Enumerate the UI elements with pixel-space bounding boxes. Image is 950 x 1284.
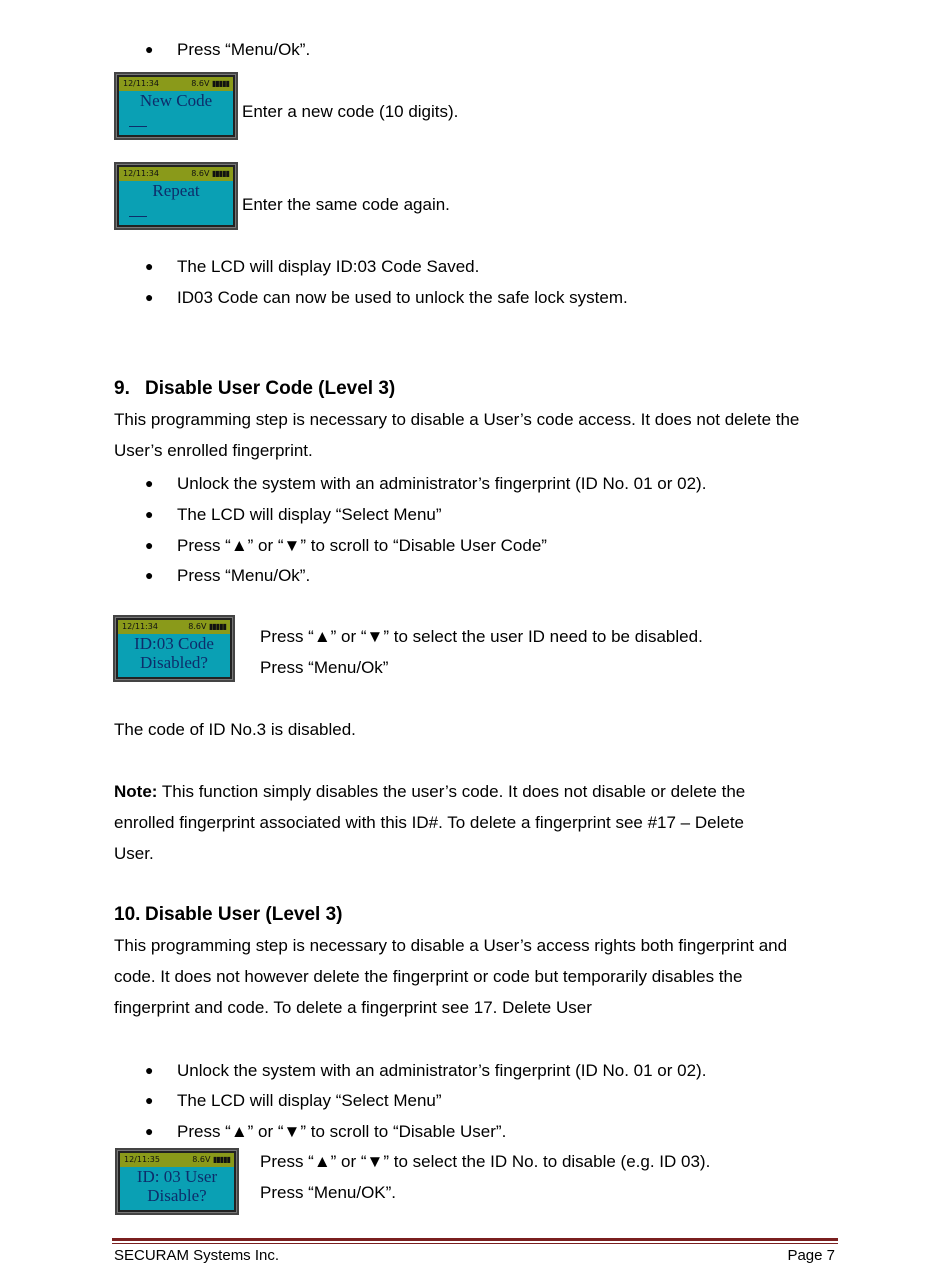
list-item: The LCD will display “Select Menu” — [177, 1091, 442, 1110]
lcd-caption: Press “▲” or “▼” to select the user ID need to be disabled. — [260, 627, 703, 646]
bullet-dot: ● — [145, 1062, 154, 1078]
lcd-status-bar — [120, 1153, 234, 1167]
note-line: enrolled fingerprint associated with this ID#. To delete a fingerprint see #17 – Delete — [114, 813, 745, 832]
lcd-text: Disable? — [147, 1186, 207, 1205]
lcd-voltage: 8.6V — [191, 79, 210, 88]
paragraph-line: User’s enrolled fingerprint. — [114, 441, 313, 460]
note-text: This function simply disables the user’s code. It does not disable or delete the — [157, 782, 746, 801]
section-heading-9 — [114, 378, 395, 400]
paragraph-line: The code of ID No.3 is disabled. — [114, 720, 356, 739]
lcd-text: ID: 03 User — [136, 1167, 218, 1186]
lcd-status-bar — [119, 77, 233, 91]
lcd-time: 12/11:34 — [122, 622, 158, 631]
lcd-time: 12/11:35 — [124, 1155, 160, 1164]
list-item: The LCD will display “Select Menu” — [177, 505, 442, 524]
bullet-dot: ● — [145, 537, 154, 553]
battery-icon: ▮▮▮▮▮ — [211, 79, 229, 88]
bullet-dot: ● — [145, 41, 154, 57]
bullet-dot: ● — [145, 567, 154, 583]
lcd-text: New Code — [139, 91, 213, 110]
lcd-cursor — [129, 126, 147, 127]
bullet-dot: ● — [145, 289, 154, 305]
footer-company: SECURAM Systems Inc. — [114, 1247, 280, 1264]
note-label: Note: — [114, 782, 158, 801]
bullet-dot: ● — [145, 506, 154, 522]
lcd-caption: Enter the same code again. — [242, 195, 450, 214]
lcd-new-code-image — [117, 75, 235, 137]
footer-rule — [112, 1238, 838, 1241]
bullet-dot: ● — [145, 475, 154, 491]
section-heading-10 — [114, 904, 342, 926]
lcd-caption: Enter a new code (10 digits). — [242, 102, 459, 121]
bullet-dot: ● — [145, 258, 154, 274]
battery-icon: ▮▮▮▮▮ — [211, 169, 229, 178]
lcd-text: Disabled? — [140, 653, 208, 672]
footer-rule — [112, 1243, 838, 1244]
lcd-voltage: 8.6V — [188, 622, 207, 631]
lcd-voltage: 8.6V — [191, 169, 210, 178]
footer-page-number: Page 7 — [787, 1247, 835, 1264]
section-number: 10. — [114, 904, 141, 925]
lcd-repeat-image — [117, 165, 235, 227]
list-item: Unlock the system with an administrator’s fingerprint (ID No. 01 or 02). — [177, 1061, 707, 1080]
list-item: Press “▲” or “▼” to scroll to “Disable User Code” — [177, 536, 547, 555]
paragraph-line: This programming step is necessary to disable a User’s code access. It does not delete the — [114, 410, 800, 429]
paragraph-line: code. It does not however delete the fingerprint or code but temporarily disables the — [114, 967, 743, 986]
lcd-voltage: 8.6V — [192, 1155, 211, 1164]
note-line — [114, 782, 745, 802]
paragraph-line: This programming step is necessary to disable a User’s access rights both fingerprint and — [114, 936, 788, 955]
lcd-text: ID:03 Code — [134, 634, 214, 653]
lcd-time: 12/11:34 — [123, 169, 159, 178]
paragraph-line: fingerprint and code. To delete a fingerprint see 17. Delete User — [114, 998, 592, 1017]
lcd-status-bar — [119, 167, 233, 181]
battery-icon: ▮▮▮▮▮ — [212, 1155, 230, 1164]
list-item: Press “▲” or “▼” to scroll to “Disable User”. — [177, 1122, 507, 1141]
lcd-id03-code-disabled-image — [116, 618, 232, 679]
lcd-caption: Press “Menu/Ok” — [260, 658, 389, 677]
lcd-text: Repeat — [152, 181, 200, 200]
note-line: User. — [114, 844, 154, 863]
bullet-dot: ● — [145, 1092, 154, 1108]
bullet-dot: ● — [145, 1123, 154, 1139]
section-number: 9. — [114, 378, 130, 399]
lcd-status-bar — [118, 620, 230, 634]
battery-icon: ▮▮▮▮▮ — [208, 622, 226, 631]
list-item: Press “Menu/Ok”. — [177, 40, 311, 59]
lcd-time: 12/11:34 — [123, 79, 159, 88]
list-item: ID03 Code can now be used to unlock the safe lock system. — [177, 288, 628, 307]
section-title: Disable User Code (Level 3) — [145, 378, 396, 399]
list-item: Press “Menu/Ok”. — [177, 566, 311, 585]
list-item: The LCD will display ID:03 Code Saved. — [177, 257, 480, 276]
list-item: Unlock the system with an administrator’s fingerprint (ID No. 01 or 02). — [177, 474, 707, 493]
lcd-caption: Press “Menu/OK”. — [260, 1183, 397, 1202]
lcd-cursor — [129, 216, 147, 217]
lcd-caption: Press “▲” or “▼” to select the ID No. to disable (e.g. ID 03). — [260, 1152, 711, 1171]
section-title: Disable User (Level 3) — [145, 904, 343, 925]
lcd-id03-user-disable-image — [118, 1151, 236, 1212]
